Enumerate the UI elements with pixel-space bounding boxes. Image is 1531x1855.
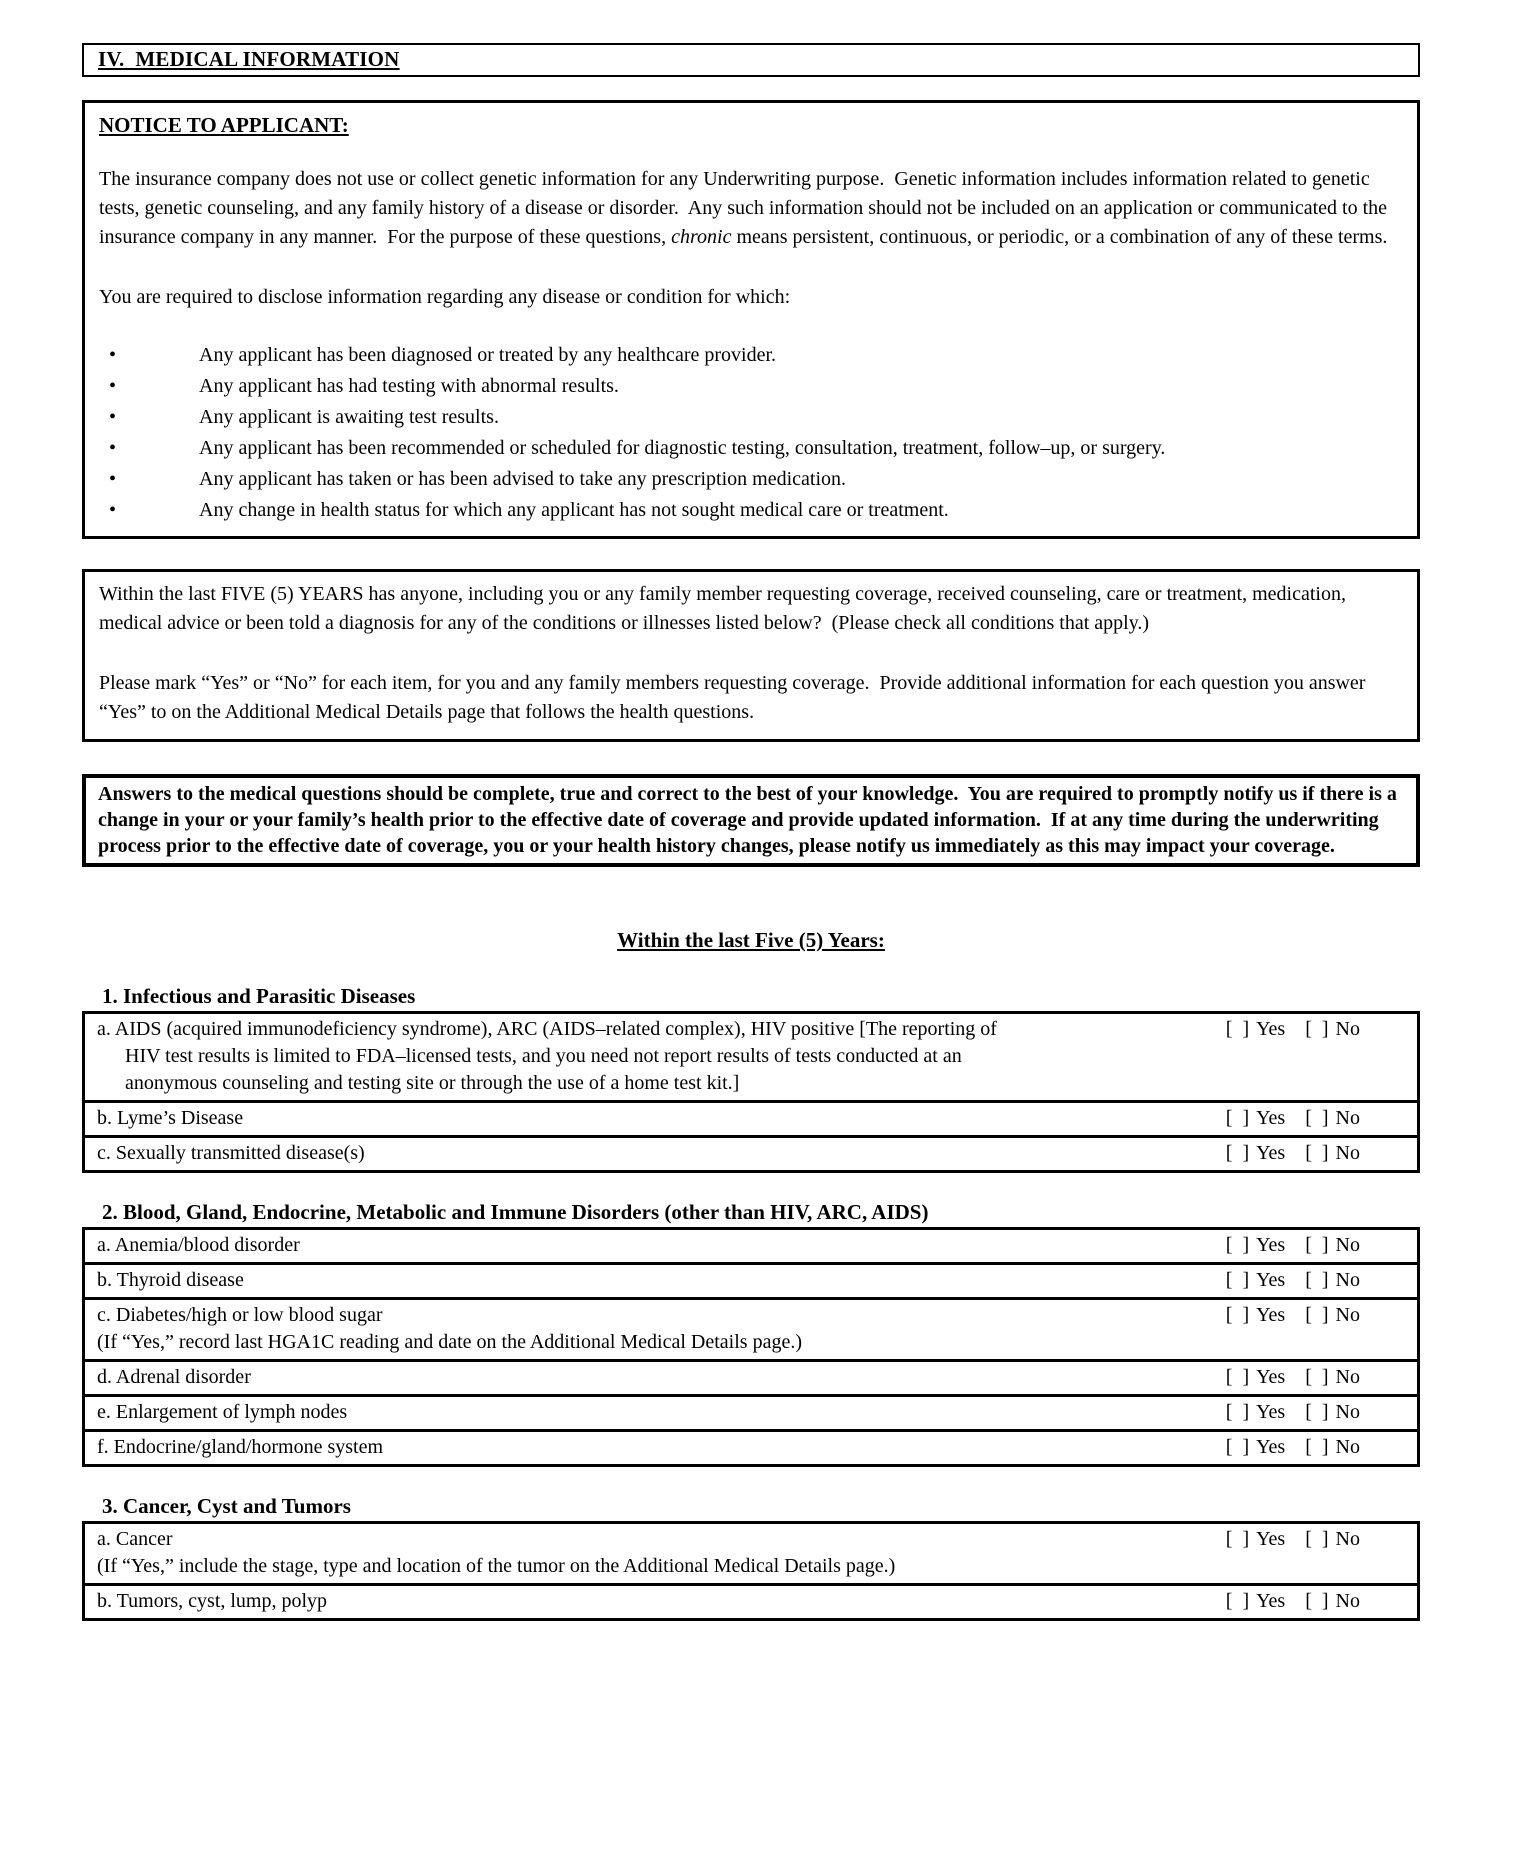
yes-checkbox[interactable]: [ ] (1225, 1234, 1250, 1256)
question-label: a. Anemia/blood disorder (97, 1234, 300, 1256)
yes-checkbox[interactable]: [ ] (1225, 1018, 1250, 1040)
yes-no-cell (1226, 1434, 1405, 1461)
notice-paragraph-genetic-end: means persistent, continuous, or periodic, or a combination of any of these terms. (731, 226, 1388, 248)
yes-label: Yes (1256, 1107, 1286, 1129)
no-checkbox[interactable]: [ ] (1305, 1142, 1329, 1164)
section-2-title: 2. Blood, Gland, Endocrine, Metabolic and Immune Disorders (other than HIV, ARC, AIDS) (102, 1200, 929, 1224)
yes-label: Yes (1256, 1590, 1286, 1612)
no-label: No (1335, 1107, 1360, 1129)
yes-checkbox[interactable]: [ ] (1225, 1590, 1250, 1612)
five-years-instruction-box (82, 569, 1420, 742)
no-label: No (1335, 1304, 1360, 1326)
section-2-table (82, 1227, 1420, 1467)
no-label: No (1335, 1436, 1360, 1458)
section-iv-title: IV. MEDICAL INFORMATION (98, 47, 400, 71)
section-infectious-diseases (82, 983, 1420, 1173)
no-checkbox[interactable]: [ ] (1305, 1590, 1329, 1612)
no-checkbox[interactable]: [ ] (1305, 1528, 1329, 1550)
question-label: a. AIDS (acquired immunodeficiency syndrome), ARC (AIDS–related complex), HIV positive [The reporting of HIV test results is limited to FDA–licensed tests, and you need not report results of tests conducted at an anonymous counseling and testing site or through the use of a home test kit.] (97, 1018, 997, 1094)
no-label: No (1335, 1590, 1360, 1612)
question-label: c. Sexually transmitted disease(s) (97, 1142, 365, 1164)
mark-yes-no-instruction: Please mark “Yes” or “No” for each item, for you and any family members requesting coverage. Provide additional information for each question you answer “Yes” to on the Additional Medical Details page that follows the health questions. (99, 672, 1371, 723)
bullet-item (99, 402, 1403, 433)
yes-no-cell (1226, 1302, 1405, 1329)
question-row-lymph-nodes (85, 1397, 1417, 1432)
yes-no-cell (1226, 1232, 1405, 1259)
yes-no-cell (1226, 1267, 1405, 1294)
question-row-std (85, 1138, 1417, 1170)
yes-no-cell (1226, 1140, 1405, 1167)
yes-checkbox[interactable]: [ ] (1225, 1366, 1250, 1388)
yes-no-cell (1226, 1526, 1405, 1553)
bullet-text: Any applicant has taken or has been advised to take any prescription medication. (199, 468, 847, 490)
section-cancer-cyst-tumors (82, 1493, 1420, 1621)
no-checkbox[interactable]: [ ] (1305, 1234, 1329, 1256)
question-row-diabetes (85, 1300, 1417, 1362)
bullet-item (99, 495, 1403, 526)
yes-checkbox[interactable]: [ ] (1225, 1269, 1250, 1291)
yes-label: Yes (1256, 1234, 1286, 1256)
question-row-aids (85, 1014, 1417, 1103)
no-checkbox[interactable]: [ ] (1305, 1304, 1329, 1326)
question-label: d. Adrenal disorder (97, 1366, 251, 1388)
question-row-endocrine (85, 1432, 1417, 1464)
no-label: No (1335, 1528, 1360, 1550)
no-label: No (1335, 1142, 1360, 1164)
yes-no-cell (1226, 1016, 1405, 1043)
notice-paragraph-disclose: You are required to disclose information regarding any disease or condition for which: (99, 286, 791, 308)
no-checkbox[interactable]: [ ] (1305, 1269, 1329, 1291)
question-row-cancer (85, 1524, 1417, 1586)
yes-checkbox[interactable]: [ ] (1225, 1107, 1250, 1129)
yes-label: Yes (1256, 1401, 1286, 1423)
bullet-text: Any applicant has been recommended or scheduled for diagnostic testing, consultation, treatment, follow–up, or surgery. (199, 437, 1166, 459)
question-label: e. Enlargement of lymph nodes (97, 1401, 348, 1423)
yes-checkbox[interactable]: [ ] (1225, 1142, 1250, 1164)
section-3-title: 3. Cancer, Cyst and Tumors (102, 1494, 351, 1518)
yes-no-cell (1226, 1364, 1405, 1391)
no-label: No (1335, 1018, 1360, 1040)
bullet-icon: • (109, 437, 117, 459)
within-five-years-heading-text: Within the last Five (5) Years: (617, 928, 885, 952)
question-row-anemia (85, 1230, 1417, 1265)
no-checkbox[interactable]: [ ] (1305, 1401, 1329, 1423)
no-label: No (1335, 1401, 1360, 1423)
question-label: b. Lyme’s Disease (97, 1107, 244, 1129)
question-label: c. Diabetes/high or low blood sugar (97, 1304, 383, 1326)
yes-label: Yes (1256, 1269, 1286, 1291)
bullet-icon: • (109, 499, 117, 521)
section-blood-endocrine-disorders (82, 1199, 1420, 1467)
section-1-table (82, 1011, 1420, 1173)
bullet-text: Any applicant has had testing with abnormal results. (199, 375, 619, 397)
yes-no-cell (1226, 1105, 1405, 1132)
chronic-emphasis: chronic (671, 226, 732, 248)
bullet-item (99, 371, 1403, 402)
yes-checkbox[interactable]: [ ] (1225, 1436, 1250, 1458)
question-label: b. Tumors, cyst, lump, polyp (97, 1590, 328, 1612)
question-note: (If “Yes,” record last HGA1C reading and date on the Additional Medical Details page.) (97, 1331, 802, 1353)
bullet-item (99, 340, 1403, 371)
notice-paragraph-genetic-text: The insurance company does not use or collect genetic information for any Underwriting purpose. Genetic information includes information related to genetic tests, genetic counseling, and any family history of a disease or disorder. Any such information should not be included on an application or communicated to the insurance company in any manner. For the purpose of these questions, (99, 168, 1393, 248)
yes-label: Yes (1256, 1142, 1286, 1164)
yes-checkbox[interactable]: [ ] (1225, 1528, 1250, 1550)
question-note: (If “Yes,” include the stage, type and location of the tumor on the Additional Medical Details page.) (97, 1555, 896, 1577)
no-checkbox[interactable]: [ ] (1305, 1366, 1329, 1388)
question-row-adrenal (85, 1362, 1417, 1397)
no-checkbox[interactable]: [ ] (1305, 1107, 1329, 1129)
disclosure-bullet-list (99, 340, 1403, 526)
yes-no-cell (1226, 1588, 1405, 1615)
no-checkbox[interactable]: [ ] (1305, 1436, 1329, 1458)
section-3-table (82, 1521, 1420, 1621)
yes-checkbox[interactable]: [ ] (1225, 1401, 1250, 1423)
within-five-years-heading (82, 925, 1420, 955)
no-checkbox[interactable]: [ ] (1305, 1018, 1329, 1040)
no-label: No (1335, 1366, 1360, 1388)
notice-to-applicant-box (82, 100, 1420, 539)
bullet-icon: • (109, 375, 117, 397)
bullet-text: Any change in health status for which any applicant has not sought medical care or treatment. (199, 499, 949, 521)
no-label: No (1335, 1269, 1360, 1291)
bullet-icon: • (109, 344, 117, 366)
yes-label: Yes (1256, 1366, 1286, 1388)
no-label: No (1335, 1234, 1360, 1256)
notice-heading: NOTICE TO APPLICANT: (99, 113, 349, 137)
bullet-icon: • (109, 406, 117, 428)
question-label: a. Cancer (97, 1528, 173, 1550)
notice-paragraph-genetic (99, 165, 1403, 252)
yes-no-cell (1226, 1399, 1405, 1426)
answers-truthfulness-box (82, 774, 1420, 867)
section-iv-header-box (82, 43, 1420, 77)
yes-checkbox[interactable]: [ ] (1225, 1304, 1250, 1326)
yes-label: Yes (1256, 1528, 1286, 1550)
medical-information-form-page (82, 0, 1420, 1621)
question-row-tumors (85, 1586, 1417, 1618)
question-row-thyroid (85, 1265, 1417, 1300)
yes-label: Yes (1256, 1436, 1286, 1458)
yes-label: Yes (1256, 1018, 1286, 1040)
bullet-item (99, 433, 1403, 464)
bullet-item (99, 464, 1403, 495)
yes-label: Yes (1256, 1304, 1286, 1326)
answers-truthfulness-text: Answers to the medical questions should be complete, true and correct to the best of your knowledge. You are required to promptly notify us if there is a change in your or your family’s health prior to the effective date of coverage and provide updated information. If at any time during the underwriting process prior to the effective date of coverage, you or your health history changes, please notify us immediately as this may impact your coverage. (98, 783, 1402, 857)
question-row-lymes (85, 1103, 1417, 1138)
bullet-text: Any applicant has been diagnosed or treated by any healthcare provider. (199, 344, 777, 366)
question-label: b. Thyroid disease (97, 1269, 244, 1291)
bullet-text: Any applicant is awaiting test results. (199, 406, 499, 428)
question-label: f. Endocrine/gland/hormone system (97, 1436, 384, 1458)
section-1-title: 1. Infectious and Parasitic Diseases (102, 984, 416, 1008)
five-years-question-text: Within the last FIVE (5) YEARS has anyone, including you or any family member requesting coverage, received counseling, care or treatment, medication, medical advice or been told a diagnosis for any of the conditions or illnesses listed below? (Please check all conditions that apply.) (99, 583, 1351, 634)
bullet-icon: • (109, 468, 117, 490)
